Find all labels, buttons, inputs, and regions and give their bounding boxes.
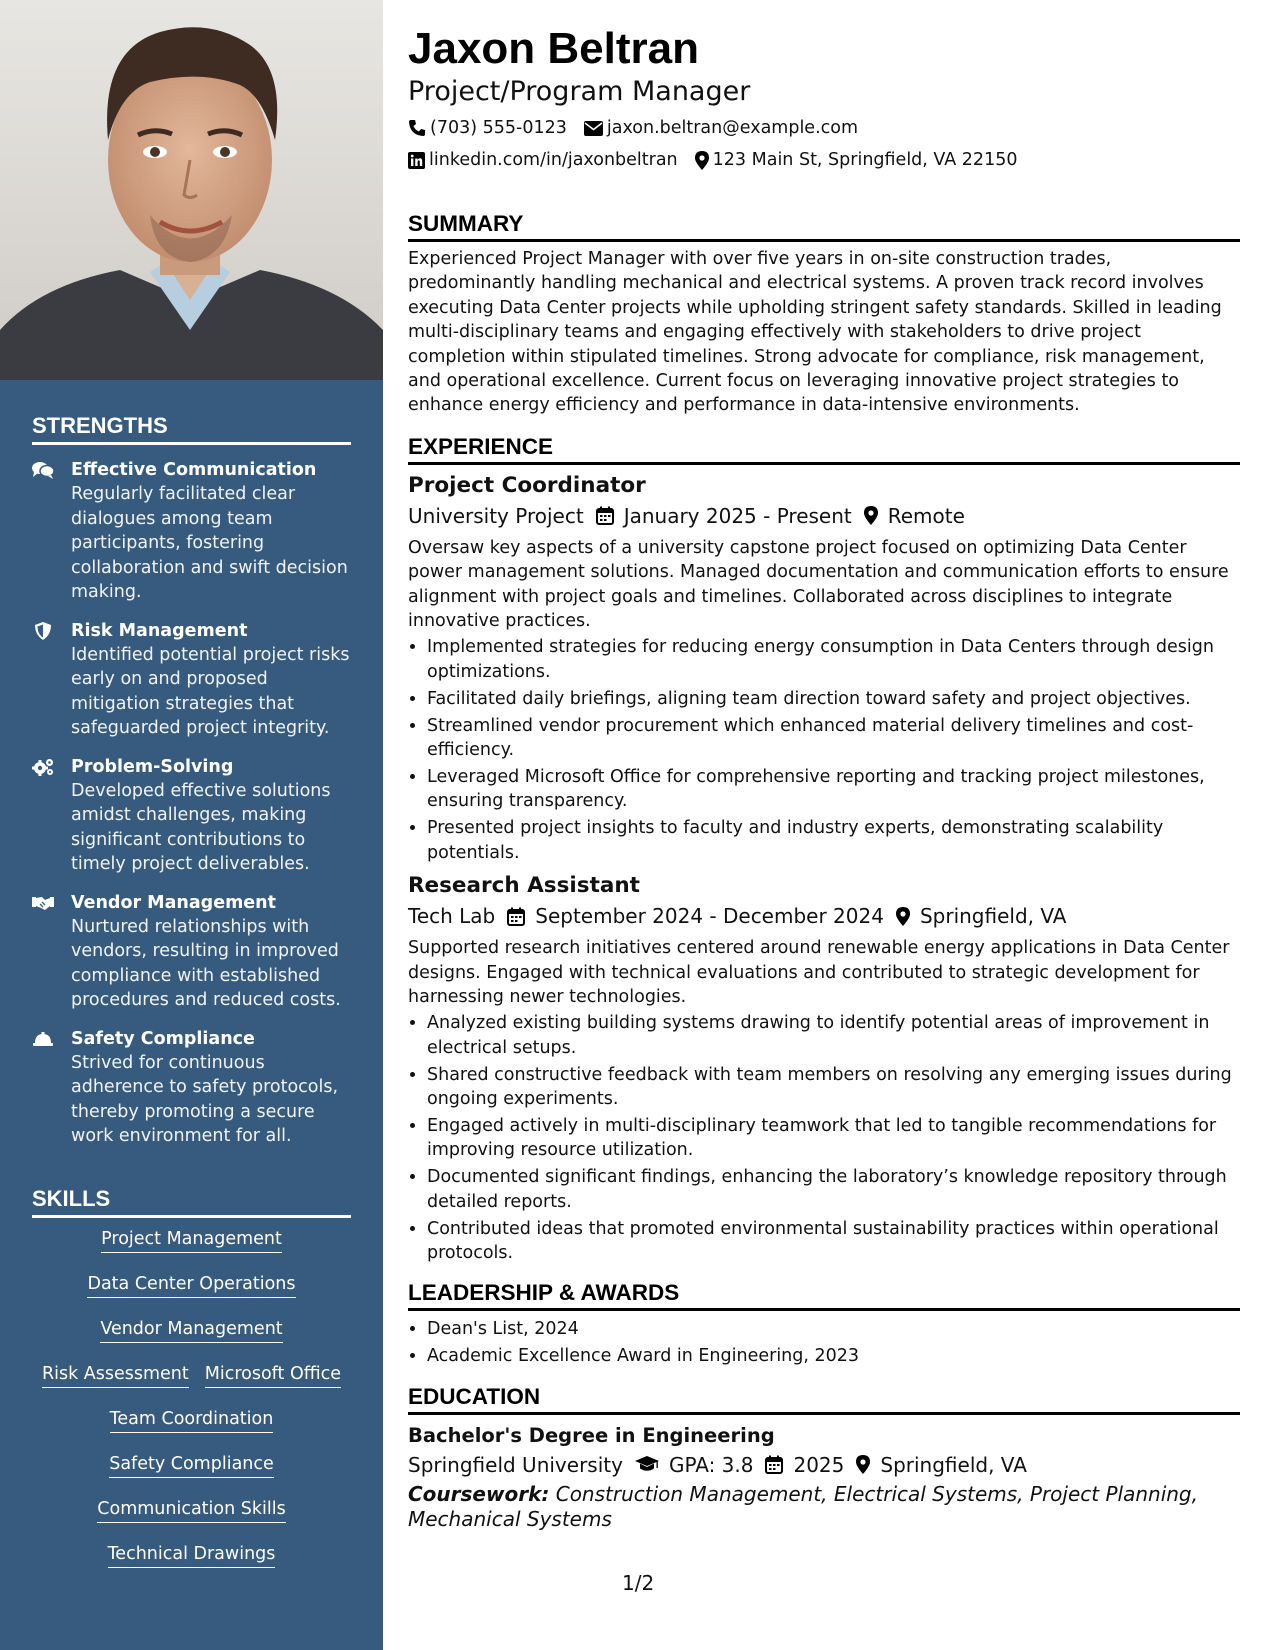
skill-tag: Communication Skills: [97, 1497, 285, 1523]
bullet-item: • Documented significant findings, enhancing the laboratory’s knowledge repository through detailed reports.: [427, 1165, 1240, 1214]
summary-heading: SUMMARY: [408, 210, 1240, 242]
school-text: Springfield University: [408, 1452, 623, 1477]
linkedin-text: linkedin.com/in/jaxonbeltran: [429, 150, 678, 170]
strength-item: [32, 458, 362, 605]
job-location-text: Remote: [887, 503, 965, 528]
bullet-item: • Leveraged Microsoft Office for comprehensive reporting and tracking project milestones, ensuring transparency.: [427, 765, 1240, 814]
bullet-item: • Implemented strategies for reducing energy consumption in Data Centers through design optimizations.: [427, 635, 1240, 684]
strength-desc: Identified potential project risks early on and proposed mitigation strategies that safeguarded project integrity.: [71, 644, 350, 738]
envelope-icon: [584, 121, 603, 136]
skills-list: [32, 1227, 351, 1587]
skill-tag: Risk Assessment: [42, 1362, 189, 1388]
bullet-item: • Streamlined vendor procurement which enhanced material delivery timelines and cost-efficiency.: [427, 714, 1240, 763]
school-name: [408, 1451, 623, 1479]
job-dates-text: September 2024 - December 2024: [535, 904, 884, 929]
strength-title: Risk Management: [71, 620, 248, 641]
map-pin-icon: [864, 506, 878, 525]
strength-title: Vendor Management: [71, 892, 277, 913]
map-pin-icon: [896, 907, 910, 926]
skill-tag: Team Coordination: [110, 1407, 274, 1433]
job-dates-text: January 2025 - Present: [623, 503, 852, 528]
coursework: [408, 1482, 1240, 1532]
job-org: [408, 902, 495, 930]
linkedin-contact[interactable]: [408, 148, 678, 172]
leadership-heading: LEADERSHIP & AWARDS: [408, 1279, 1240, 1311]
skill-tag: Vendor Management: [100, 1317, 282, 1343]
experience-heading: EXPERIENCE: [408, 433, 1240, 465]
degree-title: Bachelor's Degree in Engineering: [408, 1423, 775, 1447]
skill-tag: Microsoft Office: [205, 1362, 341, 1388]
calendar-icon: [765, 1455, 783, 1474]
page-number: 1/2: [622, 1571, 655, 1595]
skill-tag: Safety Compliance: [109, 1452, 274, 1478]
job-title: Project Coordinator: [408, 472, 646, 498]
job-org-text: Tech Lab: [408, 904, 496, 929]
graduation-year: [765, 1451, 844, 1479]
job-dates: [507, 902, 884, 930]
shield-icon: [32, 622, 54, 640]
strength-item: [32, 891, 362, 1013]
job-meta: [408, 902, 1240, 930]
profile-photo: [0, 0, 383, 380]
job-location: [864, 502, 965, 530]
strength-title: Effective Communication: [71, 460, 317, 480]
gpa-text: GPA: 3.8: [668, 1452, 754, 1477]
strengths-heading: STRENGTHS: [32, 413, 351, 445]
phone-icon: [408, 119, 426, 137]
address-text: 123 Main St, Springfield, VA 22150: [712, 150, 1018, 170]
job-description: Oversaw key aspects of a university capstone project focused on optimizing Data Center power management solutions. Managed documentation and communication efforts to ensure alignment with project goals and timelines. Collaborated across disciplines to integrate innovative practices.: [408, 537, 1229, 632]
coursework-text: Construction Management, Electrical Systems, Project Planning, Mechanical Systems: [408, 1481, 1198, 1531]
job-bullets: [427, 1011, 1240, 1265]
main-content: [408, 22, 1240, 1532]
linkedin-icon: [408, 152, 425, 169]
job-org: [408, 502, 584, 530]
skill-tag: Data Center Operations: [87, 1272, 295, 1298]
school-location-text: Springfield, VA: [880, 1452, 1027, 1477]
candidate-title: Project/Program Manager: [408, 76, 751, 107]
map-pin-icon: [856, 1455, 870, 1474]
skills-heading: SKILLS: [32, 1186, 351, 1218]
strength-title: Safety Compliance: [71, 1028, 255, 1049]
leadership-list: [427, 1317, 1240, 1368]
bullet-item: • Facilitated daily briefings, aligning team direction toward safety and project objectives.: [427, 687, 1240, 711]
calendar-icon: [596, 506, 614, 525]
email-contact[interactable]: [584, 116, 858, 140]
job-title: Research Assistant: [408, 873, 640, 899]
strength-item: [32, 1027, 362, 1149]
strength-desc: Developed effective solutions amidst challenges, making significant contributions to timely project deliverables.: [71, 780, 331, 874]
strength-desc: Regularly facilitated clear dialogues among team participants, fostering collaboration and swift decision making.: [71, 484, 348, 602]
education-heading: EDUCATION: [408, 1383, 1240, 1415]
hard-hat-icon: [32, 1030, 54, 1048]
graduation-cap-icon: [635, 1456, 659, 1473]
strength-title: Problem-Solving: [71, 756, 234, 777]
skill-tag: Technical Drawings: [108, 1542, 276, 1568]
calendar-icon: [507, 907, 525, 926]
phone-text: (703) 555-0123: [430, 118, 567, 138]
bullet-item: • Presented project insights to faculty and industry experts, demonstrating scalability potentials.: [427, 816, 1240, 865]
education-meta: [408, 1451, 1240, 1479]
gears-icon: [32, 758, 54, 776]
gpa: [635, 1451, 754, 1479]
contact-row: [408, 116, 1240, 140]
year-text: 2025: [793, 1452, 845, 1477]
strengths-list: [32, 458, 362, 1163]
comments-icon: [32, 461, 54, 479]
candidate-name: Jaxon Beltran: [408, 24, 699, 73]
strength-desc: Strived for continuous adherence to safety protocols, thereby promoting a secure work environment for all.: [71, 1052, 339, 1146]
address-contact: [695, 148, 1018, 172]
email-text: jaxon.beltran@example.com: [606, 118, 859, 138]
bullet-item: • Contributed ideas that promoted environmental sustainability practices within operational protocols.: [427, 1217, 1240, 1266]
strength-desc: Nurtured relationships with vendors, resulting in improved compliance with established procedures and reduced costs.: [71, 916, 341, 1010]
bullet-item: • Engaged actively in multi-disciplinary teamwork that led to tangible recommendations for improving resource utilization.: [427, 1114, 1240, 1163]
job-description: Supported research initiatives centered around renewable energy applications in Data Center designs. Engaged with technical evaluations and contributed to strategic development for harnessing newer technologies.: [408, 938, 1230, 1007]
job-entry: [408, 472, 1240, 865]
sidebar: [0, 0, 383, 1650]
map-pin-icon: [695, 151, 709, 170]
phone-contact[interactable]: [408, 116, 567, 140]
job-dates: [596, 502, 852, 530]
bullet-item: • Shared constructive feedback with team members on resolving any emerging issues during ongoing experiments.: [427, 1063, 1240, 1112]
award-item: • Academic Excellence Award in Engineering, 2023: [427, 1344, 1240, 1368]
coursework-label: Coursework:: [408, 1481, 550, 1506]
handshake-icon: [32, 894, 54, 912]
contact-row: [408, 148, 1240, 172]
job-location-text: Springfield, VA: [919, 904, 1067, 929]
job-bullets: [427, 635, 1240, 865]
bullet-item: • Analyzed existing building systems drawing to identify potential areas of improvement in electrical setups.: [427, 1011, 1240, 1060]
strength-item: [32, 619, 362, 741]
job-location: [896, 902, 1067, 930]
school-location: [856, 1451, 1027, 1479]
job-entry: [408, 872, 1240, 1265]
job-org-text: University Project: [408, 503, 584, 528]
job-meta: [408, 502, 1240, 530]
award-item: • Dean's List, 2024: [427, 1317, 1240, 1341]
strength-item: [32, 755, 362, 877]
skill-tag: Project Management: [101, 1227, 282, 1253]
summary-text: Experienced Project Manager with over five years in on-site construction trades, predominantly handling mechanical and electrical systems. A proven track record involves executing Data Center projects while upholding stringent safety standards. Skilled in leading multi-disciplinary teams and engaging effectively with stakeholders to drive project completion within stipulated timelines. Strong advocate for compliance, risk management, and operational excellence. Current focus on leveraging innovative project strategies to enhance energy efficiency and performance in data-intensive environments.: [408, 249, 1222, 416]
